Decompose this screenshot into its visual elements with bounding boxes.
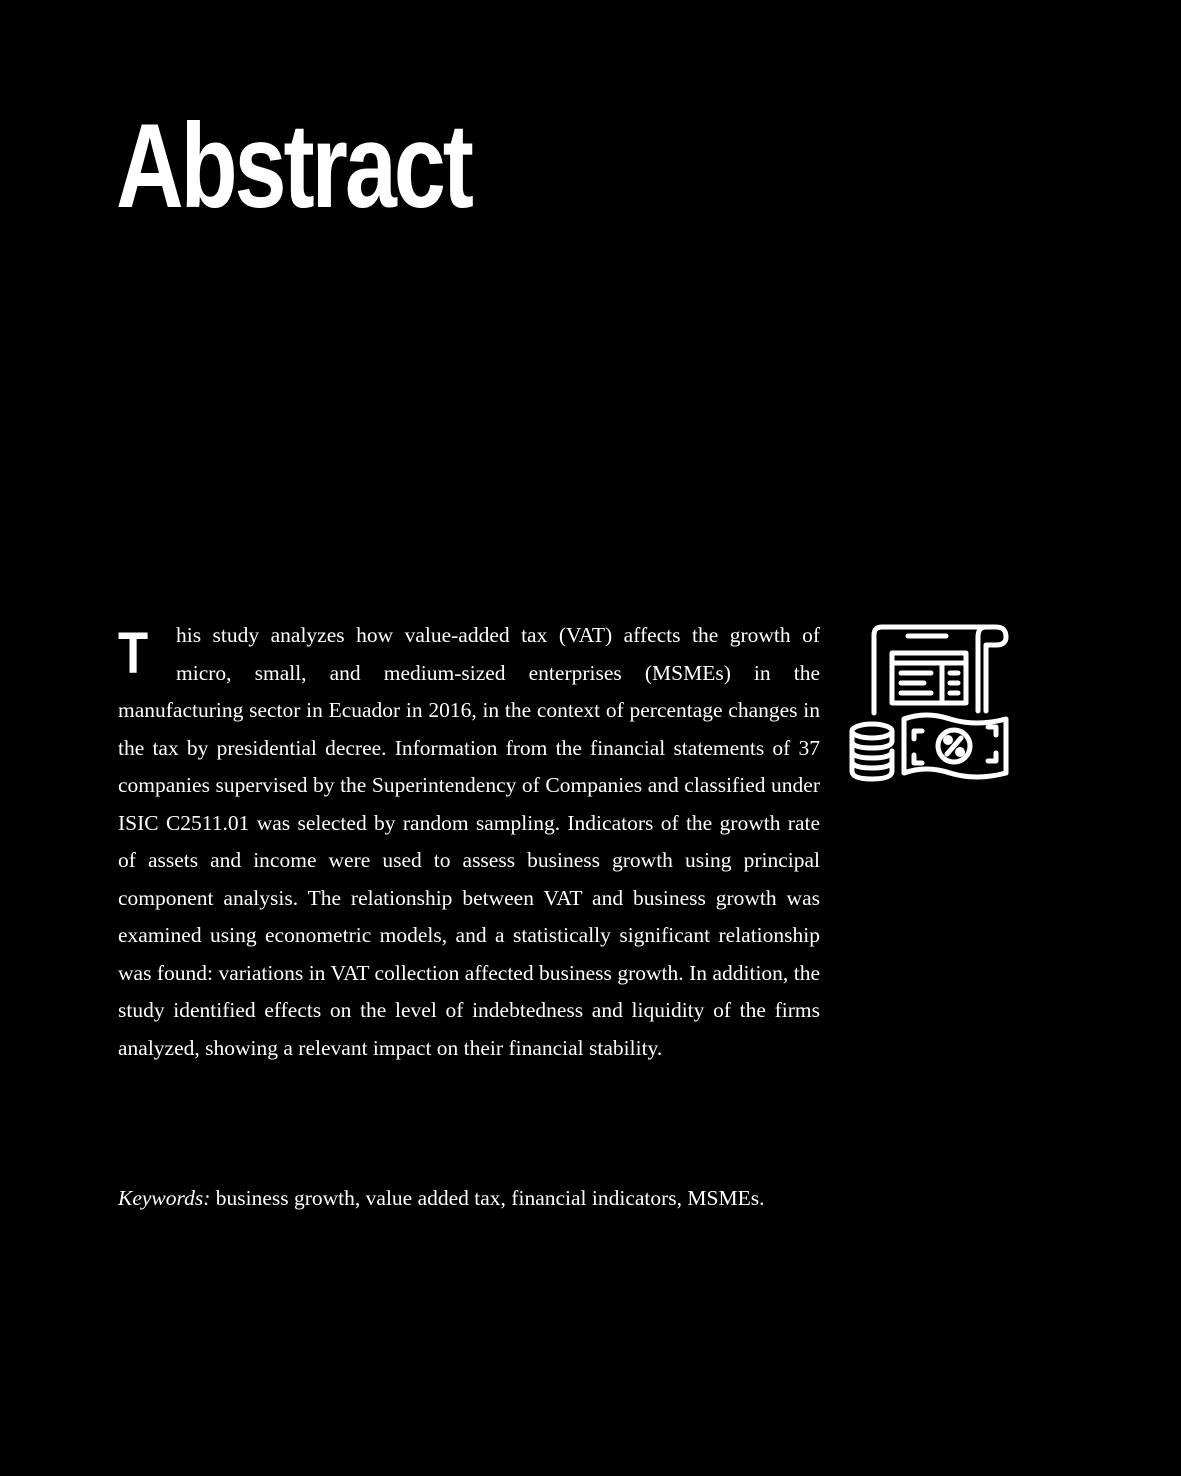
abstract-paragraph: [118, 617, 820, 1067]
tax-document-coins-icon: [846, 623, 1010, 787]
keywords-line: [118, 1180, 820, 1218]
keywords-label: Keywords:: [118, 1186, 211, 1210]
page-title: Abstract: [116, 99, 471, 233]
drop-cap: T: [118, 621, 149, 686]
abstract-text: his study analyzes how value-added tax (VAT) affects the growth of micro, small, and medium-sized enterprises (MSMEs) in the manufacturing sector in Ecuador in 2016, in the context of percentage changes in the tax by presidential decree. Information from the financial statements of 37 companies supervised by the Superintendency of Companies and classified under ISIC C2511.01 was selected by random sampling. Indicators of the growth rate of assets and income were used to assess business growth using principal component analysis. The relationship between VAT and business growth was examined using econometric models, and a statistically significant relationship was found: variations in VAT collection affected business growth. In addition, the study identified effects on the level of indebtedness and liquidity of the firms analyzed, showing a relevant impact on their financial stability.: [118, 623, 820, 1060]
keywords-text: business growth, value added tax, financial indicators, MSMEs.: [210, 1186, 765, 1210]
